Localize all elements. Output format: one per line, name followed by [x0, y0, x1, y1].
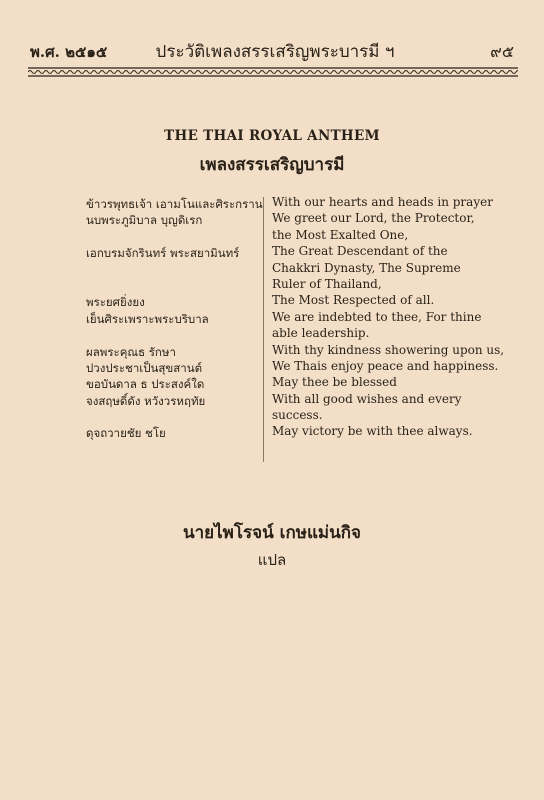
stanza-gap — [86, 278, 261, 294]
english-lyric-line: the Most Exalted One, — [272, 227, 409, 242]
header-title: ประวัติเพลงสรรเสริญพระบารมี ฯ — [155, 42, 395, 62]
thai-lyrics — [86, 196, 261, 442]
header-year: พ.ศ. ๒๕๑๕ — [30, 43, 108, 61]
english-lyric-line: The Most Respected of all. — [272, 293, 435, 308]
thai-lyric-line: ขอบันดาล ธ ประสงค์ใด — [86, 377, 205, 392]
english-lyric-line: able leadership. — [272, 326, 370, 341]
english-title: THE THAI ROYAL ANTHEM — [164, 128, 380, 144]
english-lyric-line: With all good wishes and every — [272, 391, 462, 406]
english-lyrics — [272, 194, 522, 440]
thai-lyric-line: ปวงประชาเป็นสุขสานต์ — [86, 360, 203, 375]
thai-lyric-line: พระยศยิ่งยง — [86, 295, 145, 310]
thai-lyric-line: ดุจถวายชัย ชโย — [86, 426, 166, 441]
translator-role: แปล — [257, 551, 287, 569]
thai-lyric-line: เอกบรมจักรินทร์ พระสยามินทร์ — [86, 246, 240, 261]
ornamental-rule — [28, 66, 518, 78]
page-header — [0, 34, 544, 62]
thai-lyric-line: จงสฤษดิ์ดัง หวังวรหฤทัย — [86, 393, 206, 408]
english-lyric-line: Chakkri Dynasty, The Supreme — [272, 260, 461, 275]
stanza-gap — [86, 409, 261, 425]
english-lyric-line: We are indebted to thee, For thine — [272, 309, 482, 324]
english-lyric-line: May thee be blessed — [272, 375, 397, 390]
stanza-gap — [86, 327, 261, 343]
english-lyric-line: We greet our Lord, the Protector, — [272, 211, 475, 226]
thai-lyric-line: เย็นศิระเพราะพระบริบาล — [86, 311, 209, 326]
english-lyric-line: May victory be with thee always. — [272, 424, 473, 439]
english-lyric-line: With thy kindness showering upon us, — [272, 342, 505, 357]
page-number: ๙๕ — [490, 42, 514, 61]
stanza-gap — [86, 262, 261, 278]
english-lyric-line: We Thais enjoy peace and happiness. — [272, 358, 499, 373]
stanza-gap — [86, 229, 261, 245]
column-divider — [263, 197, 264, 462]
thai-lyric-line: ผลพระคุณธ รักษา — [86, 344, 176, 359]
english-lyric-line: The Great Descendant of the — [272, 244, 448, 259]
thai-lyric-line: นบพระภูมิบาล บุญดิเรก — [86, 213, 203, 228]
translator-name: นายไพโรจน์ เกษแม่นกิจ — [183, 523, 361, 543]
english-lyric-line: With our hearts and heads in prayer — [272, 195, 493, 209]
thai-title: เพลงสรรเสริญบารมี — [199, 155, 345, 175]
english-lyric-line: Ruler of Thailand, — [272, 276, 382, 291]
english-lyric-line: success. — [272, 408, 323, 423]
thai-lyric-line: ข้าวรพุทธเจ้า เอามโนและศิระกราน — [86, 197, 263, 211]
